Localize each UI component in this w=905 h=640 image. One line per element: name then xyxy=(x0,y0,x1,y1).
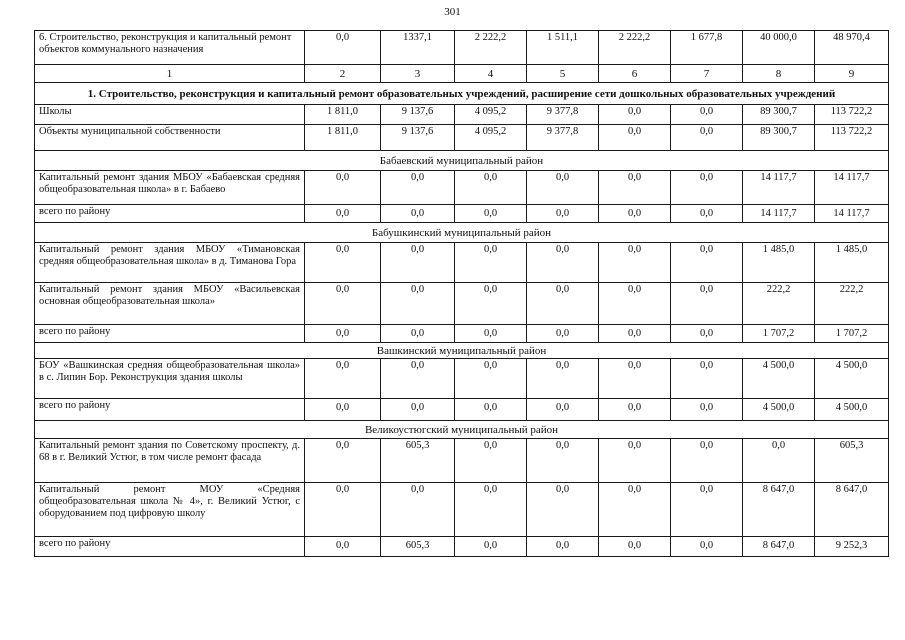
district-header-row xyxy=(35,343,889,359)
value-cell: 0,0 xyxy=(455,325,527,343)
value-cell: 8 647,0 xyxy=(743,537,815,557)
column-number: 7 xyxy=(671,65,743,83)
row-name: Капитальный ремонт здания по Советскому проспекту, д. 68 в г. Великий Устюг, в том числе ремонт фасада xyxy=(35,439,305,483)
value-cell: 9 377,8 xyxy=(527,105,599,125)
value-cell: 0,0 xyxy=(455,399,527,421)
table-row xyxy=(35,125,889,151)
value-cell: 0,0 xyxy=(599,105,671,125)
value-cell: 1 707,2 xyxy=(743,325,815,343)
section-header-row xyxy=(35,83,889,105)
value-cell: 1337,1 xyxy=(381,31,455,65)
value-cell: 0,0 xyxy=(527,171,599,205)
column-number: 3 xyxy=(381,65,455,83)
value-cell: 2 222,2 xyxy=(599,31,671,65)
table-row xyxy=(35,283,889,325)
value-cell: 222,2 xyxy=(743,283,815,325)
value-cell: 0,0 xyxy=(305,483,381,537)
value-cell: 0,0 xyxy=(455,205,527,223)
value-cell: 0,0 xyxy=(599,171,671,205)
value-cell: 0,0 xyxy=(381,283,455,325)
value-cell: 0,0 xyxy=(527,399,599,421)
district-total-row xyxy=(35,325,889,343)
value-cell: 0,0 xyxy=(305,171,381,205)
value-cell: 14 117,7 xyxy=(815,171,889,205)
district-header-row xyxy=(35,223,889,243)
value-cell: 0,0 xyxy=(455,171,527,205)
row-name: Капитальный ремонт здания МБОУ «Тимановская средняя общеобразовательная школа» в д. Тиманова Гора xyxy=(35,243,305,283)
value-cell: 605,3 xyxy=(381,439,455,483)
row-name: Школы xyxy=(35,105,305,125)
column-number: 6 xyxy=(599,65,671,83)
value-cell: 0,0 xyxy=(599,205,671,223)
district-header-row xyxy=(35,151,889,171)
district-total-row xyxy=(35,399,889,421)
value-cell: 14 117,7 xyxy=(815,205,889,223)
table-row xyxy=(35,171,889,205)
value-cell: 8 647,0 xyxy=(815,483,889,537)
value-cell: 0,0 xyxy=(305,283,381,325)
value-cell: 0,0 xyxy=(527,483,599,537)
value-cell: 0,0 xyxy=(527,537,599,557)
value-cell: 0,0 xyxy=(527,283,599,325)
row-name: всего по району xyxy=(35,325,305,343)
value-cell: 1 485,0 xyxy=(743,243,815,283)
value-cell: 0,0 xyxy=(455,439,527,483)
value-cell: 0,0 xyxy=(599,483,671,537)
value-cell: 9 137,6 xyxy=(381,105,455,125)
value-cell: 0,0 xyxy=(527,359,599,399)
value-cell: 0,0 xyxy=(381,483,455,537)
value-cell: 40 000,0 xyxy=(743,31,815,65)
value-cell: 89 300,7 xyxy=(743,105,815,125)
value-cell: 14 117,7 xyxy=(743,171,815,205)
value-cell: 0,0 xyxy=(455,283,527,325)
district-total-row xyxy=(35,205,889,223)
value-cell: 113 722,2 xyxy=(815,125,889,151)
column-number-row xyxy=(35,65,889,83)
column-number: 9 xyxy=(815,65,889,83)
value-cell: 8 647,0 xyxy=(743,483,815,537)
district-title: Бабушкинский муниципальный район xyxy=(35,223,889,243)
table-row xyxy=(35,439,889,483)
value-cell: 0,0 xyxy=(599,125,671,151)
budget-table xyxy=(34,30,889,557)
value-cell: 4 095,2 xyxy=(455,125,527,151)
value-cell: 0,0 xyxy=(305,359,381,399)
value-cell: 0,0 xyxy=(743,439,815,483)
value-cell: 0,0 xyxy=(455,537,527,557)
value-cell: 9 377,8 xyxy=(527,125,599,151)
value-cell: 0,0 xyxy=(455,243,527,283)
value-cell: 9 137,6 xyxy=(381,125,455,151)
value-cell: 0,0 xyxy=(599,399,671,421)
value-cell: 0,0 xyxy=(305,399,381,421)
row-name: 6. Строительство, реконструкция и капитальный ремонт объектов коммунального назначения xyxy=(35,31,305,65)
column-number: 8 xyxy=(743,65,815,83)
table-row xyxy=(35,359,889,399)
table-row xyxy=(35,483,889,537)
row-name: Капитальный ремонт здания МБОУ «Васильевская основная общеобразовательная школа» xyxy=(35,283,305,325)
value-cell: 0,0 xyxy=(599,359,671,399)
value-cell: 0,0 xyxy=(381,399,455,421)
value-cell: 0,0 xyxy=(671,359,743,399)
district-title: Великоустюгский муниципальный район xyxy=(35,421,889,439)
column-number: 5 xyxy=(527,65,599,83)
value-cell: 0,0 xyxy=(381,205,455,223)
row-name: всего по району xyxy=(35,537,305,557)
value-cell: 0,0 xyxy=(671,205,743,223)
value-cell: 9 252,3 xyxy=(815,537,889,557)
row-name: Капитальный ремонт МОУ «Средняя общеобразовательная школа № 4», г. Великий Устюг, с оборудованием под цифровую школу xyxy=(35,483,305,537)
value-cell: 1 811,0 xyxy=(305,125,381,151)
district-title: Вашкинский муниципальный район xyxy=(35,343,889,359)
value-cell: 0,0 xyxy=(671,171,743,205)
value-cell: 1 677,8 xyxy=(671,31,743,65)
column-number: 4 xyxy=(455,65,527,83)
value-cell: 0,0 xyxy=(671,399,743,421)
value-cell: 1 707,2 xyxy=(815,325,889,343)
value-cell: 0,0 xyxy=(381,359,455,399)
row-name: Объекты муниципальной собственности xyxy=(35,125,305,151)
district-total-row xyxy=(35,537,889,557)
value-cell: 0,0 xyxy=(599,283,671,325)
value-cell: 0,0 xyxy=(527,439,599,483)
value-cell: 0,0 xyxy=(599,243,671,283)
value-cell: 1 811,0 xyxy=(305,105,381,125)
value-cell: 0,0 xyxy=(671,537,743,557)
row-name: БОУ «Вашкинская средняя общеобразовательная школа» в с. Липин Бор. Реконструкция здания школы xyxy=(35,359,305,399)
value-cell: 0,0 xyxy=(671,483,743,537)
value-cell: 89 300,7 xyxy=(743,125,815,151)
value-cell: 0,0 xyxy=(305,31,381,65)
value-cell: 0,0 xyxy=(381,243,455,283)
row-name: всего по району xyxy=(35,205,305,223)
value-cell: 0,0 xyxy=(527,205,599,223)
value-cell: 0,0 xyxy=(671,105,743,125)
value-cell: 0,0 xyxy=(599,439,671,483)
value-cell: 0,0 xyxy=(305,243,381,283)
value-cell: 4 500,0 xyxy=(743,359,815,399)
value-cell: 0,0 xyxy=(671,325,743,343)
table-row xyxy=(35,243,889,283)
district-header-row xyxy=(35,421,889,439)
value-cell: 0,0 xyxy=(381,171,455,205)
value-cell: 0,0 xyxy=(671,125,743,151)
value-cell: 4 500,0 xyxy=(815,359,889,399)
value-cell: 48 970,4 xyxy=(815,31,889,65)
value-cell: 0,0 xyxy=(671,283,743,325)
value-cell: 0,0 xyxy=(455,359,527,399)
value-cell: 0,0 xyxy=(527,325,599,343)
value-cell: 0,0 xyxy=(671,439,743,483)
value-cell: 0,0 xyxy=(305,537,381,557)
value-cell: 113 722,2 xyxy=(815,105,889,125)
column-number: 1 xyxy=(35,65,305,83)
section-title: 1. Строительство, реконструкция и капитальный ремонт образовательных учреждений, расширение сети дошкольных образовательных учреждений xyxy=(35,83,889,105)
value-cell: 1 485,0 xyxy=(815,243,889,283)
value-cell: 0,0 xyxy=(455,483,527,537)
page-number: 301 xyxy=(444,6,461,18)
value-cell: 0,0 xyxy=(599,325,671,343)
value-cell: 14 117,7 xyxy=(743,205,815,223)
table-row xyxy=(35,105,889,125)
value-cell: 1 511,1 xyxy=(527,31,599,65)
value-cell: 4 500,0 xyxy=(743,399,815,421)
value-cell: 605,3 xyxy=(815,439,889,483)
value-cell: 2 222,2 xyxy=(455,31,527,65)
value-cell: 4 095,2 xyxy=(455,105,527,125)
value-cell: 0,0 xyxy=(599,537,671,557)
value-cell: 0,0 xyxy=(671,243,743,283)
value-cell: 0,0 xyxy=(381,325,455,343)
value-cell: 0,0 xyxy=(527,243,599,283)
table-row xyxy=(35,31,889,65)
value-cell: 4 500,0 xyxy=(815,399,889,421)
value-cell: 0,0 xyxy=(305,205,381,223)
row-name: всего по району xyxy=(35,399,305,421)
value-cell: 605,3 xyxy=(381,537,455,557)
district-title: Бабаевский муниципальный район xyxy=(35,151,889,171)
row-name: Капитальный ремонт здания МБОУ «Бабаевская средняя общеобразовательная школа» в г. Бабаево xyxy=(35,171,305,205)
value-cell: 0,0 xyxy=(305,439,381,483)
value-cell: 222,2 xyxy=(815,283,889,325)
column-number: 2 xyxy=(305,65,381,83)
value-cell: 0,0 xyxy=(305,325,381,343)
